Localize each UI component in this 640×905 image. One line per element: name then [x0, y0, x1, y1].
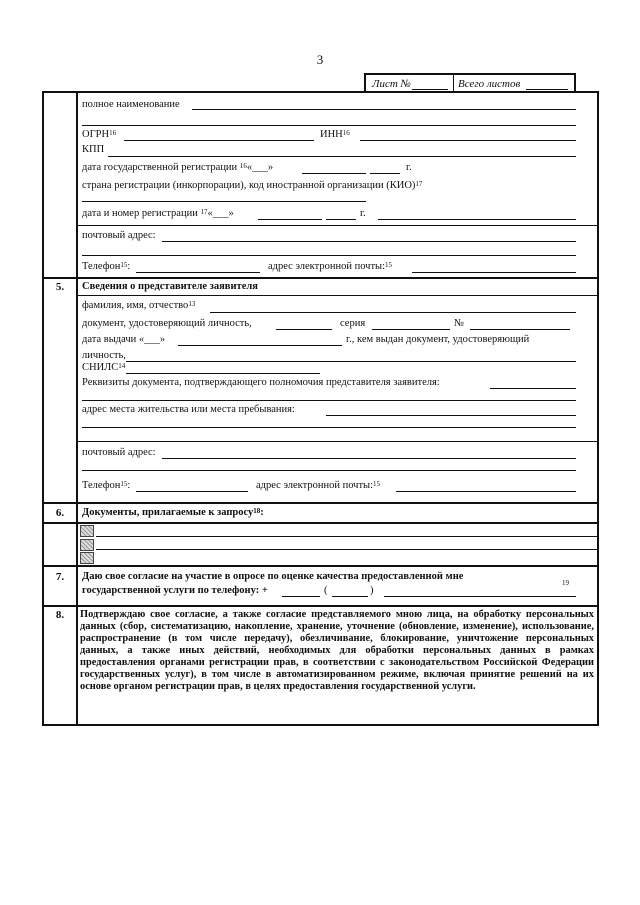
section-7-top-border: [44, 565, 597, 567]
org-phone-field[interactable]: [136, 272, 260, 273]
reg-number-field[interactable]: [378, 219, 576, 220]
phone-paren-open: (: [324, 585, 328, 596]
application-form: [42, 91, 599, 726]
document-3-checkbox[interactable]: [80, 552, 94, 564]
rep-postal-field[interactable]: [162, 458, 576, 459]
full-name-field[interactable]: [192, 109, 576, 110]
phone-country-field[interactable]: [282, 596, 320, 597]
section-7-number: 7.: [55, 571, 65, 583]
rep-phone-field[interactable]: [136, 491, 248, 492]
org-phone-label: Телефон$^{15}$:: [82, 261, 131, 272]
country-field[interactable]: [82, 201, 366, 202]
total-sheets-label: Всего листов: [458, 78, 521, 90]
rep-fio-label: фамилия, имя, отчество$^{13}$: [82, 300, 196, 311]
survey-consent-footnote: 19: [562, 579, 569, 587]
document-1-checkbox[interactable]: [80, 525, 94, 537]
reg-number-year-field[interactable]: [326, 219, 356, 220]
reg-date-label: дата государственной регистрации $^{16}$«___»: [82, 162, 274, 173]
sheet-number-field[interactable]: [412, 89, 448, 90]
rep-issued-by-field[interactable]: [126, 361, 576, 362]
reg-date-month-field[interactable]: [302, 173, 366, 174]
total-sheets-field[interactable]: [526, 89, 568, 90]
full-name-label: полное наименование: [82, 99, 180, 110]
section-6-number: 6.: [55, 507, 65, 519]
rep-issue-date-label: дата выдачи «___»: [82, 334, 166, 345]
ogrn-field[interactable]: [124, 140, 314, 141]
rep-authority-field[interactable]: [490, 388, 576, 389]
rep-personality-label: личность,: [82, 350, 126, 361]
rep-residence-field[interactable]: [326, 415, 576, 416]
rep-residence-field-2[interactable]: [82, 427, 576, 428]
reg-number-label: дата и номер регистрации $^{17}$«___»: [82, 208, 234, 219]
rep-phone-label: Телефон$^{15}$:: [82, 480, 131, 491]
rep-residence-label: адрес места жительства или места пребывания:: [82, 404, 295, 415]
sheet-number-label: Лист №: [372, 78, 411, 90]
number-column-divider: [76, 93, 78, 724]
survey-consent-line1: Даю свое согласие на участие в опросе по оценке качества предоставленной мне: [82, 571, 464, 582]
section-8-number: 8.: [55, 609, 65, 621]
section-8-top-border: [44, 605, 597, 607]
rep-email-label: адрес электронной почты:$^{15}$: [256, 480, 381, 491]
org-postal-label: почтовый адрес:: [82, 230, 156, 241]
document-2-field[interactable]: [96, 549, 599, 550]
rep-number-label: №: [454, 318, 465, 329]
rep-series-label: серия: [340, 318, 366, 329]
rep-postal-field-2[interactable]: [82, 470, 576, 471]
document-2-checkbox[interactable]: [80, 539, 94, 551]
org-postal-field-2[interactable]: [82, 255, 576, 256]
survey-consent-line2: государственной услуги по телефону: +: [82, 585, 268, 596]
section-5-number: 5.: [55, 281, 65, 293]
inn-field[interactable]: [360, 140, 576, 141]
reg-date-year-field[interactable]: [370, 173, 400, 174]
personal-data-consent-text: Подтверждаю свое согласие, а также согласие представляемого мною лица, на обработку персональных данных (сбор, систематизацию, накопление, хранение, уточнение (обновление, изменение), использование, распространение (в том числе передачу), обезличивание, блокирование, уничтожение персональных данных, а также иных действий, необходимых для обработки персональных данных в рамках предоставления органами регистрации прав, в соответствии с законодательством Российской Федерации государственных услуг), в том числе в автоматизированном режиме, включая принятие решений на их основе органом регистрации прав, в целях предоставления государственной услуги.: [80, 609, 594, 692]
section-6-title-divider: [44, 522, 597, 524]
rep-authority-label: Реквизиты документа, подтверждающего полномочия представителя заявителя:: [82, 377, 440, 388]
rep-number-field[interactable]: [470, 329, 570, 330]
reg-date-year-suffix: г.: [406, 162, 412, 173]
inn-label: ИНН$^{16}$: [320, 129, 350, 140]
phone-area-code-field[interactable]: [332, 596, 368, 597]
rep-series-field[interactable]: [372, 329, 450, 330]
reg-number-year-suffix: г.: [360, 208, 366, 219]
org-postal-divider: [77, 225, 597, 226]
document-1-field[interactable]: [96, 536, 599, 537]
survey-phone-field[interactable]: [384, 596, 576, 597]
section-6-title: Документы, прилагаемые к запросу$^{18}$:: [82, 507, 264, 518]
page-number: 3: [316, 52, 324, 67]
section-5-top-border: [44, 277, 597, 279]
rep-postal-label: почтовый адрес:: [82, 447, 156, 458]
rep-issue-date-field[interactable]: [178, 345, 342, 346]
org-email-field[interactable]: [412, 272, 576, 273]
kpp-label: КПП: [82, 144, 105, 155]
rep-postal-divider: [77, 441, 597, 442]
country-label: страна регистрации (инкорпорации), код иностранной организации (КИО)$^{17}$: [82, 180, 423, 191]
section-6-top-border: [44, 502, 597, 504]
rep-authority-field-2[interactable]: [82, 400, 576, 401]
ogrn-label: ОГРН$^{16}$: [82, 129, 117, 140]
full-name-field-2[interactable]: [82, 125, 576, 126]
org-email-label: адрес электронной почты:$^{15}$: [268, 261, 393, 272]
section-5-title: Сведения о представителе заявителя: [82, 281, 258, 292]
rep-snils-label: СНИЛС$^{14}$: [82, 362, 126, 373]
rep-doc-label: документ, удостоверяющий личность,: [82, 318, 252, 329]
phone-paren-close: ): [370, 585, 374, 596]
org-postal-field[interactable]: [162, 241, 576, 242]
rep-email-field[interactable]: [396, 491, 576, 492]
rep-snils-field[interactable]: [126, 373, 320, 374]
section-5-title-divider: [77, 295, 597, 296]
reg-number-month-field[interactable]: [258, 219, 322, 220]
kpp-field[interactable]: [108, 156, 576, 157]
sheet-header: [364, 73, 576, 93]
rep-doc-type-field[interactable]: [276, 329, 332, 330]
rep-fio-field[interactable]: [210, 312, 576, 313]
rep-issued-by-label: г., кем выдан документ, удостоверяющий: [346, 334, 530, 345]
